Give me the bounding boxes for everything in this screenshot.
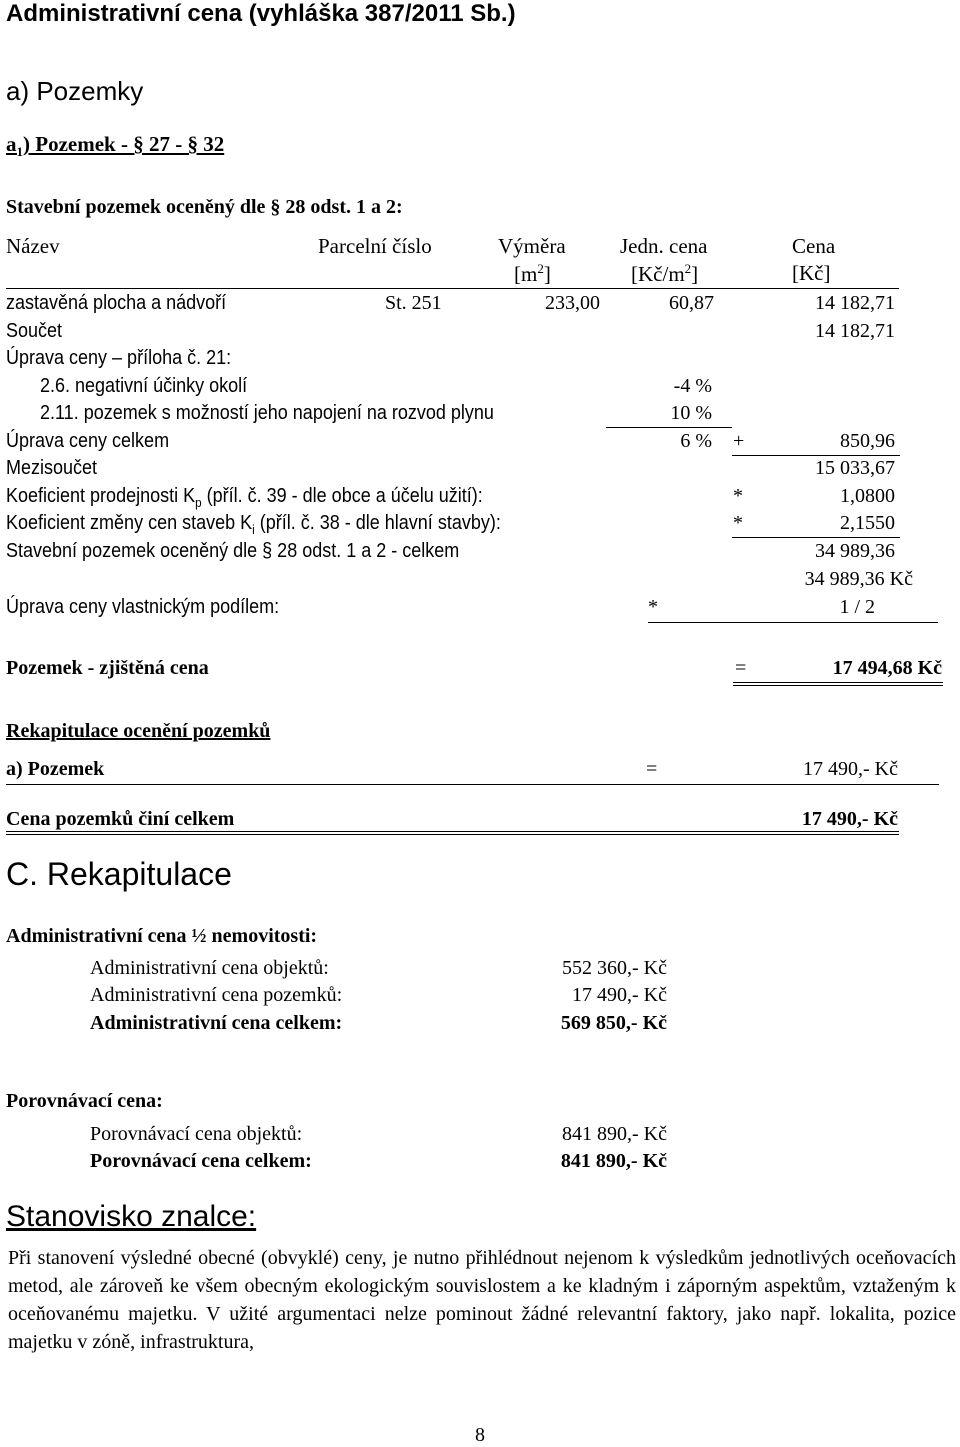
col-header-area-unit: $[m^2]$	[514, 261, 551, 286]
compare-total-label: Porovnávací cena celkem:	[90, 1150, 312, 1172]
land-subtitle: Stavební pozemek oceněný dle § 28 odst. 1 a 2:	[6, 196, 403, 218]
share-label: Úprava ceny vlastnickým podílem:	[6, 596, 280, 618]
adjust-item-value: -4 %	[673, 375, 712, 397]
kp-label: Koeficient prodejnosti $K_p$ (příl. č. 39 - dle obce a účelu užití):	[6, 485, 483, 510]
row-unit-price: 60,87	[669, 292, 714, 314]
page-number: 8	[475, 1424, 485, 1446]
adjust-total-value: 850,96	[840, 430, 895, 452]
adjust-total-label: Úprava ceny celkem	[6, 430, 170, 452]
section-heading-pozemky: a) Pozemky	[6, 76, 144, 106]
adjust-item-label: 2.11. pozemek s možností jeho napojení na rozvod plynu	[40, 402, 494, 424]
compare-price-title: Porovnávací cena:	[6, 1090, 163, 1112]
col-header-price: Cena	[792, 234, 836, 258]
admin-total-label: Administrativní cena celkem:	[90, 1012, 343, 1034]
subsection-heading: $a_1$) Pozemek - § 27 - § 32	[6, 132, 225, 160]
land-recap-row-value: 17 490,- Kč	[803, 758, 898, 780]
admin-row-label: Administrativní cena objektů:	[90, 957, 329, 979]
expert-opinion-heading: Stanovisko znalce:	[6, 1200, 257, 1233]
col-header-name: Název	[6, 234, 60, 258]
ki-operator: *	[733, 512, 743, 534]
land-recap-row-rule	[6, 784, 939, 785]
admin-row-value: 552 360,- Kč	[562, 957, 667, 979]
table-header-rule	[6, 288, 899, 289]
land-total-label: Stavební pozemek oceněný dle § 28 odst. 1 a 2 - celkem	[6, 540, 460, 562]
land-total-value: 34 989,36	[815, 540, 895, 562]
adjust-total-pct: 6 %	[680, 430, 712, 452]
land-result-eq: =	[735, 657, 747, 679]
adjust-total-operator: +	[733, 430, 745, 452]
land-result-rule-2	[733, 685, 943, 686]
land-recap-heading: Rekapitulace ocenění pozemků	[6, 720, 271, 742]
land-recap-total-rule-1	[6, 831, 899, 832]
row-parcel: St. 251	[385, 292, 442, 314]
compare-row-value: 841 890,- Kč	[562, 1123, 667, 1145]
ki-value: 2,1550	[840, 512, 895, 534]
sum-value: 14 182,71	[815, 320, 895, 342]
ki-label: Koeficient změny cen staveb $K_i$ (příl. č. 38 - dle hlavní stavby):	[6, 512, 501, 537]
sum-label: Součet	[6, 320, 63, 342]
compare-row-label: Porovnávací cena objektů:	[90, 1123, 303, 1145]
adjust-item-value: 10 %	[670, 402, 712, 424]
land-result-rule-1	[733, 682, 943, 683]
land-recap-total-value: 17 490,- Kč	[801, 808, 898, 830]
land-result-label: Pozemek - zjištěná cena	[6, 657, 209, 679]
admin-row-label: Administrativní cena pozemků:	[90, 984, 343, 1006]
kp-operator: *	[733, 485, 743, 507]
subtotal-value: 15 033,67	[815, 457, 895, 479]
expert-opinion-text: Při stanovení výsledné obecné (obvyklé) ceny, je nutno přihlédnout nejenom k výsledkům jednotlivých oceňovacích metod, ale zároveň ke všem obecným ekologickým souvislostem a ke kladným i záporným aspektům, vztaženým k oceňovanému majetku. V užité argumentaci nelze pominout žádné relevantní faktory, jako např. lokalita, pozice majetku v zóně, infrastruktura,	[8, 1247, 956, 1353]
land-recap-row-label: a) Pozemek	[6, 758, 105, 780]
subtotal-label: Mezisoučet	[6, 457, 98, 479]
share-operator: *	[648, 596, 658, 618]
row-name: zastavěná plocha a nádvoří	[6, 292, 227, 314]
col-header-price-unit: [Kč]	[792, 261, 831, 285]
land-recap-total-label: Cena pozemků činí celkem	[6, 808, 235, 830]
share-rule	[648, 622, 938, 623]
col-header-parcel: Parcelní číslo	[318, 234, 432, 258]
admin-row-value: 17 490,- Kč	[572, 984, 667, 1006]
admin-total-value: 569 850,- Kč	[560, 1012, 667, 1034]
compare-total-value: 841 890,- Kč	[560, 1150, 667, 1172]
land-result-value: 17 494,68 Kč	[832, 657, 942, 679]
col-header-unit-price-unit: $[Kč/m^2]$	[631, 261, 699, 286]
row-price: 14 182,71	[815, 292, 895, 314]
kp-value: 1,0800	[840, 485, 895, 507]
adjust-item-label: 2.6. negativní účinky okolí	[40, 375, 248, 397]
admin-price-title: Administrativní cena ½ nemovitosti:	[6, 925, 318, 947]
col-header-unit-price: Jedn. cena	[620, 234, 708, 258]
adjust-rule	[606, 427, 732, 428]
adjust-heading: Úprava ceny – příloha č. 21:	[6, 347, 232, 369]
share-value: 1 / 2	[839, 596, 875, 618]
land-total-kc: 34 989,36 Kč	[804, 568, 913, 590]
land-recap-total-rule-2	[6, 834, 899, 835]
section-heading-recap: C. Rekapitulace	[6, 856, 232, 892]
ki-rule	[732, 537, 900, 538]
col-header-area: Výměra	[498, 234, 566, 258]
adjust-total-rule	[732, 455, 900, 456]
row-area: 233,00	[545, 292, 600, 314]
page-title: Administrativní cena (vyhláška 387/2011 Sb.)	[6, 0, 516, 27]
land-recap-row-eq: =	[646, 758, 658, 780]
